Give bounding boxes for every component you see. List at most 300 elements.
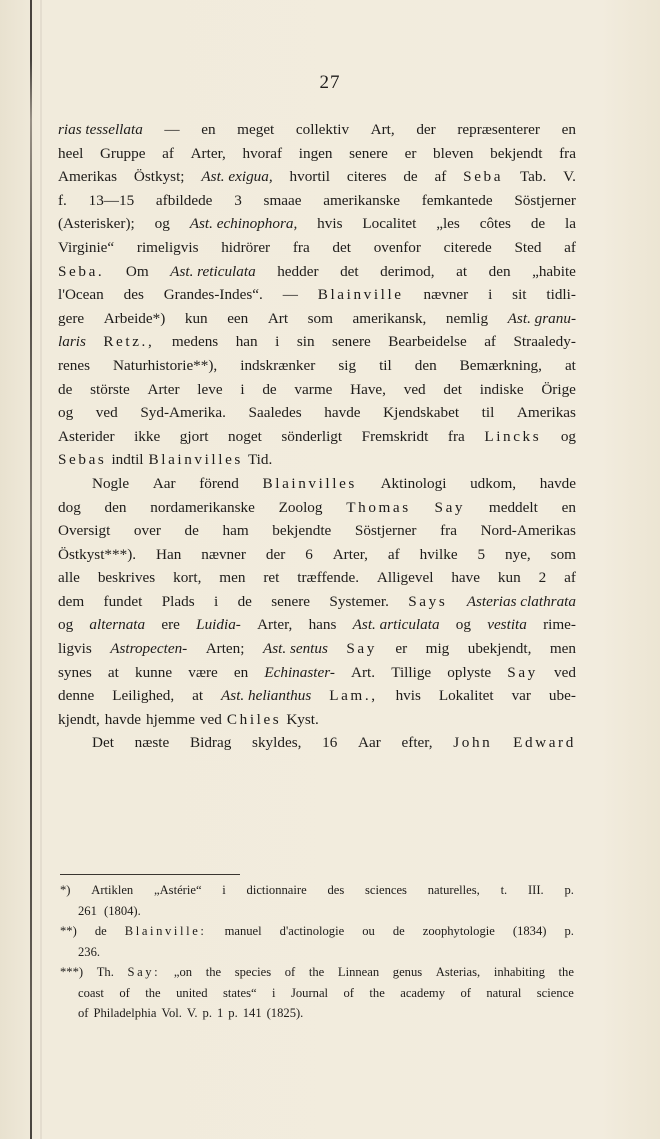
text-segment: citeres — [346, 168, 387, 186]
text-segment: Luidia- — [196, 616, 241, 634]
text-segment: Ast. helianthus — [221, 687, 312, 705]
text-segment: Thomas — [346, 498, 411, 516]
text-line — [58, 684, 576, 708]
text-segment: Oversigt — [58, 522, 111, 540]
text-segment: Arter, — [190, 144, 226, 162]
text-segment: er — [395, 640, 408, 658]
text-segment: ligvis — [58, 640, 92, 658]
text-segment: hans — [308, 616, 337, 634]
text-segment: hvilke — [419, 545, 458, 563]
text-segment: at — [192, 687, 204, 705]
text-segment: leve — [197, 380, 223, 398]
text-segment: ingen — [298, 144, 333, 162]
footnote-segment: Asterias, — [435, 965, 481, 979]
text-segment: Tillige — [391, 663, 432, 681]
text-segment: meddelt — [488, 498, 538, 516]
text-segment: der — [416, 121, 436, 138]
text-segment: af — [484, 333, 496, 351]
text-segment: hjemme — [146, 710, 195, 728]
text-segment: medens — [171, 333, 219, 351]
text-segment: Ast. granu- — [507, 309, 576, 327]
footnote-segment: states“ — [223, 985, 257, 1000]
footnote-separator — [60, 874, 240, 875]
text-segment: havde — [104, 710, 142, 728]
text-segment: Amerikas — [516, 404, 576, 422]
text-segment: „habite — [532, 262, 576, 280]
footnote-segment: de — [392, 924, 405, 938]
text-segment: 16 — [322, 734, 338, 752]
text-line — [58, 189, 576, 213]
footnote-segment: „Astérie“ — [153, 883, 202, 897]
text-segment: — — [282, 286, 298, 304]
text-segment: Art, — [370, 121, 395, 138]
text-segment: V. — [563, 168, 576, 186]
text-segment: fundet — [103, 592, 143, 610]
text-line — [58, 260, 576, 284]
footnote-segment: *) — [60, 883, 71, 897]
text-segment: repræsenterer — [457, 121, 540, 138]
footnote-segment: (1825). — [266, 1006, 304, 1020]
text-segment: mig — [425, 640, 450, 658]
text-segment: nemlig — [445, 309, 489, 327]
footnote-segment: Artiklen — [91, 883, 134, 897]
footnote-line — [60, 880, 574, 901]
text-segment: bleven — [433, 144, 474, 162]
text-line — [58, 448, 576, 472]
text-segment: denne — [58, 687, 95, 705]
text-segment: ere — [161, 616, 180, 634]
text-segment: Lokalitet — [438, 687, 494, 705]
text-segment: Seba. — [58, 262, 105, 280]
text-segment: Astropecten- — [110, 640, 188, 658]
footnote-segment: „on — [173, 965, 193, 979]
text-segment: Say — [507, 663, 538, 681]
text-segment: Lam., — [329, 687, 378, 705]
footnote-line — [60, 921, 574, 942]
text-segment: (Asterisker); — [58, 215, 135, 233]
text-line — [58, 472, 576, 496]
text-segment: laris — [58, 333, 86, 351]
text-segment: sit — [512, 286, 527, 304]
footnote-segment: p. — [564, 924, 574, 938]
text-segment: Chiles — [226, 710, 282, 728]
footnote-segment: of — [460, 985, 471, 1000]
text-segment: Arter, — [257, 616, 293, 634]
text-segment: i — [240, 380, 245, 398]
text-segment: 2 — [538, 569, 547, 587]
text-segment: Blainvilles — [262, 474, 357, 492]
text-segment: af — [564, 569, 576, 587]
footnote-segment: **) — [60, 924, 77, 938]
text-segment: træffende. — [297, 569, 359, 587]
text-segment: en — [201, 121, 216, 138]
text-segment: tidli- — [546, 286, 576, 304]
text-line — [58, 708, 576, 732]
text-segment: varme — [294, 380, 333, 398]
text-segment: hvoraf — [242, 144, 283, 162]
text-segment: la — [565, 215, 576, 233]
text-segment: rime- — [543, 616, 576, 634]
text-segment: Nord-Amerikas — [480, 522, 576, 540]
text-segment: Sebas — [58, 451, 107, 469]
footnote-segment: the — [145, 985, 161, 1000]
text-segment: udkom, — [470, 474, 517, 492]
text-segment: hvis — [317, 215, 343, 233]
text-segment: kjendt, — [58, 710, 100, 728]
text-segment: fra — [292, 238, 310, 256]
text-segment: Om — [125, 262, 149, 280]
text-line — [58, 731, 576, 755]
text-segment: femkantede — [421, 191, 493, 209]
text-segment: indskrænker — [240, 356, 316, 374]
text-segment: kunne — [134, 663, 173, 681]
text-segment: det — [340, 262, 359, 280]
footnote-line — [60, 962, 574, 983]
text-segment: nye, — [505, 545, 531, 563]
text-segment: de — [262, 380, 277, 398]
text-line — [58, 236, 576, 260]
footnote-segment: natural — [486, 985, 522, 1000]
text-segment: Leilighed, — [112, 687, 175, 705]
text-segment: men — [219, 569, 246, 587]
footnote-segment: 236. — [78, 944, 101, 959]
text-segment: derimod, — [380, 262, 435, 280]
text-segment: fra — [440, 522, 457, 540]
footnote-segment: species — [234, 965, 272, 979]
text-line — [58, 661, 576, 685]
text-segment: Art — [267, 309, 289, 327]
text-segment: Says — [408, 592, 448, 610]
text-segment: gjort — [179, 427, 209, 445]
footnote-segment: de — [94, 924, 107, 938]
text-segment: ube- — [548, 687, 576, 705]
text-segment: ved — [403, 380, 426, 398]
text-segment: til — [379, 356, 392, 374]
text-segment: de — [184, 522, 199, 540]
text-segment: heel — [58, 144, 84, 162]
text-segment: Bidrag — [189, 734, 232, 752]
text-segment: meget — [237, 121, 275, 138]
text-segment: hvis — [395, 687, 421, 705]
footnote-segment: 261 (1804). — [78, 903, 141, 918]
text-segment: efter, — [401, 734, 433, 752]
text-segment: hidrörer — [221, 238, 271, 256]
footnote-segment: p. — [228, 1006, 238, 1020]
text-segment: Blainville — [317, 286, 404, 304]
text-segment: og — [560, 427, 576, 445]
text-line — [58, 354, 576, 378]
text-segment: Han — [155, 545, 182, 563]
text-segment: de — [237, 592, 252, 610]
text-segment: være — [188, 663, 218, 681]
text-segment: det — [443, 380, 462, 398]
footnote-segment: Philadelphia — [93, 1006, 157, 1020]
text-segment: skyldes, — [252, 734, 302, 752]
footnote-segment: the — [205, 965, 222, 979]
footnote-segment: 141 — [242, 1006, 262, 1020]
text-segment: en — [561, 121, 576, 138]
text-segment: Virginie“ — [58, 238, 115, 256]
text-segment: Asterider — [58, 427, 115, 445]
text-line — [58, 212, 576, 236]
text-line — [58, 425, 576, 449]
text-segment: Söstjerner — [354, 522, 417, 540]
text-segment: Tab. — [519, 168, 547, 186]
footnote-segment: zoophytologie — [422, 924, 495, 938]
footnote-segment: Linnean — [337, 965, 380, 979]
text-segment: Bearbeidelse — [388, 333, 467, 351]
footnote-segment: academy — [400, 985, 445, 1000]
text-segment: alternata — [89, 616, 146, 634]
footnote-segment: manuel — [224, 924, 262, 938]
footnote-segment: p. — [202, 1006, 212, 1020]
page-shadow — [40, 0, 42, 1139]
text-segment: sin — [296, 333, 315, 351]
footnote-segment: i — [222, 883, 226, 897]
text-segment: nordamerikanske — [150, 498, 255, 516]
text-line — [58, 590, 576, 614]
text-segment: Systemer. — [329, 592, 389, 610]
text-segment: Edward — [513, 734, 576, 752]
text-segment: den — [104, 498, 127, 516]
footnote-segment: sciences — [364, 883, 407, 897]
text-line — [58, 330, 576, 354]
footnote-segment: naturelles, — [427, 883, 480, 897]
text-segment: af — [162, 144, 174, 162]
text-segment: côtes — [479, 215, 511, 233]
text-segment: Aar — [358, 734, 381, 752]
text-segment: — — [164, 121, 180, 138]
text-segment: Naturhistorie**), — [113, 356, 218, 374]
text-segment: i — [213, 592, 219, 610]
text-segment: ovenfor — [373, 238, 421, 256]
footnote-segment: Vol. — [161, 1006, 182, 1020]
text-segment: John — [453, 734, 493, 752]
text-segment: i — [275, 333, 280, 351]
text-segment: senere — [349, 144, 388, 162]
page-gutter-edge — [30, 0, 32, 1139]
footnote-line — [60, 1003, 574, 1024]
text-segment: amerikansk, — [352, 309, 427, 327]
text-segment: havde — [324, 404, 361, 422]
text-segment: Fremskridt — [361, 427, 429, 445]
footnote-segment: ou — [362, 924, 375, 938]
footnote-segment: (1834) — [512, 924, 547, 938]
text-segment: Söstjerner — [514, 191, 576, 209]
text-line — [58, 307, 576, 331]
text-segment: vestita — [487, 616, 527, 634]
text-segment: fra — [559, 144, 576, 162]
text-segment: og — [154, 215, 170, 233]
text-line — [58, 566, 576, 590]
text-line — [58, 142, 576, 166]
footnote-segment: of — [284, 965, 296, 979]
text-segment: af — [387, 545, 400, 563]
footnote-segment: III. — [527, 883, 544, 897]
text-segment: Aktinologi — [380, 474, 447, 492]
text-segment: Have, — [350, 380, 386, 398]
text-segment: Localitet — [362, 215, 417, 233]
text-segment: Östkyst; — [133, 168, 185, 186]
footnote-segment: of — [78, 1006, 89, 1020]
text-segment: kun — [497, 569, 521, 587]
text-line — [58, 496, 576, 520]
text-segment: at — [564, 356, 576, 374]
text-segment: indiske — [479, 380, 524, 398]
footnote-segment: inhabiting — [493, 965, 545, 979]
text-segment: at — [456, 262, 468, 280]
text-segment: og — [455, 616, 471, 634]
text-line — [58, 378, 576, 402]
text-segment: Retz., — [103, 333, 155, 351]
body-text — [58, 118, 576, 755]
text-segment: rimeligvis — [136, 238, 199, 256]
footnote-segment: Say: — [127, 965, 161, 979]
text-segment: Ast. exigua, — [201, 168, 273, 186]
text-segment: hedder — [277, 262, 319, 280]
text-segment: som — [307, 309, 333, 327]
footnote-segment: united — [176, 985, 208, 1000]
footnote-segment: of — [119, 985, 130, 1000]
text-segment: Arten; — [205, 640, 245, 658]
text-segment: 6 — [305, 545, 313, 563]
text-segment: Blainvilles — [148, 451, 243, 469]
text-segment: en — [561, 498, 576, 516]
text-segment: Arbeide*) — [103, 309, 166, 327]
text-segment: Plads — [161, 592, 195, 610]
footnote-segment: V. — [186, 1006, 198, 1020]
text-segment: Bemærkning, — [459, 356, 542, 374]
text-line — [58, 543, 576, 567]
text-segment: ved — [95, 404, 118, 422]
text-segment: næste — [134, 734, 170, 752]
footnote-segment: the — [308, 965, 325, 979]
footnote-segment: i — [272, 985, 276, 1000]
footnote-segment: the — [558, 965, 574, 979]
text-segment: Art. — [351, 663, 376, 681]
text-segment: hvortil — [289, 168, 330, 186]
text-segment: ved — [554, 663, 576, 681]
text-segment: 3 — [234, 191, 242, 209]
text-segment: beskrives — [97, 569, 156, 587]
text-segment: af — [564, 238, 576, 256]
text-segment: de — [403, 168, 418, 186]
text-segment: synes — [58, 663, 92, 681]
text-segment: nævner — [201, 545, 246, 563]
footnote-segment: coast — [78, 985, 104, 1000]
text-segment: en — [233, 663, 249, 681]
text-segment: Zoolog — [278, 498, 323, 516]
text-segment: Ast. articulata — [352, 616, 440, 634]
text-segment: dog — [58, 498, 81, 516]
text-segment: l'Ocean — [58, 286, 104, 304]
text-segment: senere — [271, 592, 311, 610]
text-segment: Echinaster- — [264, 663, 335, 681]
text-segment: collektiv — [295, 121, 350, 138]
text-segment: ham — [222, 522, 249, 540]
text-segment: ubekjendt, — [467, 640, 532, 658]
text-segment: Amerikas — [58, 168, 118, 186]
text-segment: alle — [58, 569, 80, 587]
footnote-line — [60, 942, 574, 963]
footnote-segment: Journal — [290, 985, 329, 1000]
text-line — [58, 637, 576, 661]
text-segment: Say — [346, 640, 377, 658]
text-segment: kort, — [173, 569, 202, 587]
footnote-segment: Blainville: — [124, 924, 207, 938]
text-segment: Nogle — [92, 474, 130, 492]
text-segment: oplyste — [447, 663, 492, 681]
text-segment: ret — [263, 569, 280, 587]
text-segment: Grandes-Indes“. — [163, 286, 263, 304]
text-segment: Gruppe — [99, 144, 146, 162]
text-segment: over — [133, 522, 161, 540]
footnote-segment: d'actinologie — [279, 924, 345, 938]
footnote-segment: the — [369, 985, 385, 1000]
text-segment: sönderligt — [281, 427, 343, 445]
text-segment: til — [481, 404, 495, 422]
text-segment: han — [235, 333, 258, 351]
text-segment: Det — [92, 734, 114, 752]
text-segment: men — [549, 640, 576, 658]
text-segment: som — [550, 545, 576, 563]
text-segment: og — [58, 404, 74, 422]
text-segment: Lincks — [484, 427, 542, 445]
footnote-line — [60, 901, 574, 922]
text-line — [58, 283, 576, 307]
footnote-segment: Th. — [96, 965, 114, 979]
footnote-segment: genus — [392, 965, 423, 979]
text-segment: Saaledes — [248, 404, 302, 422]
text-line — [58, 613, 576, 637]
text-segment: senere — [332, 333, 371, 351]
text-segment: Alligevel — [376, 569, 434, 587]
text-segment: störste — [90, 380, 130, 398]
footnote-segment: of — [343, 985, 354, 1000]
footnote-segment: science — [536, 985, 574, 1000]
text-segment: renes — [58, 356, 91, 374]
footnote-segment: p. — [564, 883, 574, 897]
text-segment: den — [414, 356, 437, 374]
text-segment: ved — [199, 710, 222, 728]
text-segment: Örige — [541, 380, 576, 398]
text-segment: kun — [184, 309, 208, 327]
text-line — [58, 401, 576, 425]
text-segment: smaae — [263, 191, 302, 209]
text-segment: det — [332, 238, 351, 256]
text-segment: Kyst. — [286, 710, 319, 728]
text-segment: de — [58, 380, 73, 398]
text-segment: Sted — [514, 238, 542, 256]
text-segment: Ast. echinophora, — [189, 215, 298, 233]
text-segment: i — [488, 286, 493, 304]
text-segment: citerede — [443, 238, 492, 256]
text-segment: bekjendt — [490, 144, 543, 162]
text-segment: ikke — [134, 427, 161, 445]
text-line — [58, 165, 576, 189]
footnote-line — [60, 983, 574, 1004]
text-segment: Syd-Amerika. — [140, 404, 226, 422]
text-segment: Arter — [147, 380, 180, 398]
text-segment: afbildede — [155, 191, 213, 209]
text-segment: var — [511, 687, 531, 705]
text-segment: Tid. — [247, 451, 273, 469]
text-segment: Ast. reticulata — [170, 262, 256, 280]
text-segment: indtil — [111, 451, 144, 469]
footnote-segment: 1 — [216, 1006, 224, 1020]
text-segment: förend — [199, 474, 239, 492]
text-segment: Seba — [463, 168, 504, 186]
